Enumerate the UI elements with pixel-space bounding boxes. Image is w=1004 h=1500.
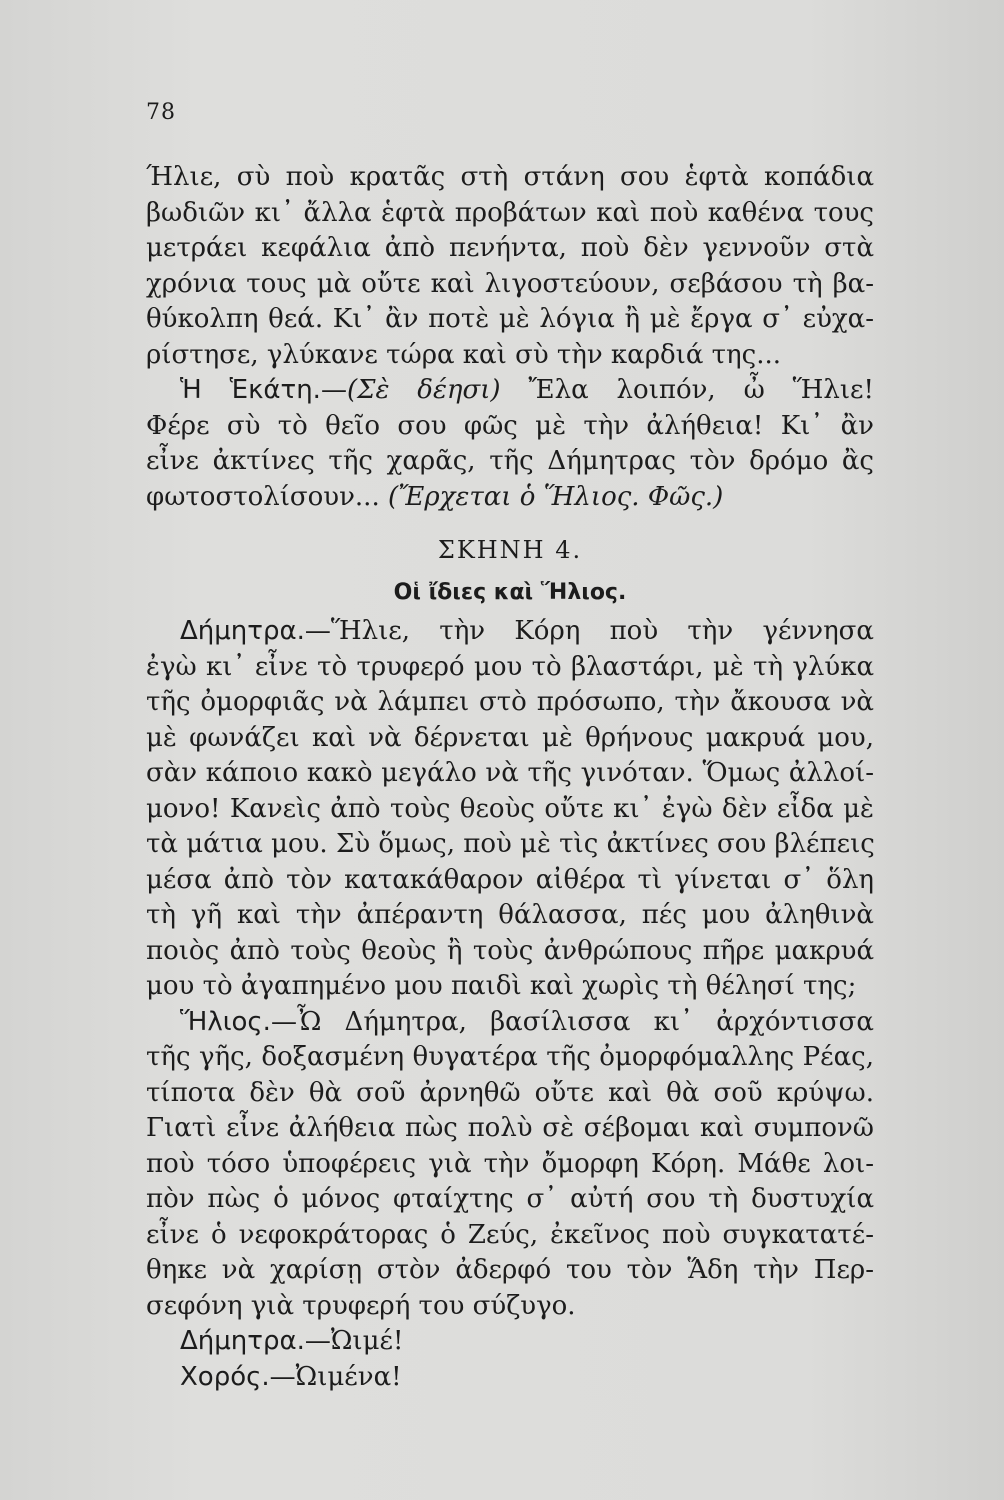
text-line [146,1360,874,1396]
text-line: μου τὸ ἀγαπημένο μου παιδὶ καὶ χωρὶς τὴ θέλησί της; [146,971,857,1001]
paragraph-demetra [146,614,874,1005]
text-line [146,614,874,650]
text-line: μετράει κεφάλια ἀπὸ πενήντα, ποὺ δὲν γεννοῦν στὰ [146,233,874,263]
speaker-demetra: Δήμητρα. [180,1326,305,1356]
text-line: ρίστησε, γλύκανε τώρα καὶ σὺ τὴν καρδιά της... [146,339,781,370]
page-number: 78 [146,100,176,125]
page-body [146,160,874,1395]
text-line: εἶνε ὁ νεφοκράτορας ὁ Ζεύς, ἐκεῖνος ποὺ συγκατατέ- [146,1219,874,1250]
text-line: μονο! Κανεὶς ἀπὸ τοὺς θεοὺς οὔτε κι᾽ ἐγὼ δὲν εἶδα μὲ [146,793,874,824]
text-line: τῆς γῆς, δοξασμένη θυγατέρα τῆς ὀμορφόμαλλης Ρέας, [146,1042,874,1072]
text-line: Ήλιε, σὺ ποὺ κρατᾶς στὴ στάνη σου ἑφτὰ κοπάδια [146,162,874,192]
text-line: σὰν κάποιο κακὸ μεγάλο νὰ τῆς γινόταν. Ὅμως ἀλλοί- [146,758,874,788]
text-line: τῆς ὀμορφιᾶς νὰ λάμπει στὸ πρόσωπο, τὴν ἄκουσα νὰ [146,687,874,717]
stage-direction: (Σὲ δέησι) [346,375,501,405]
text-line: ποιὸς ἀπὸ τοὺς θεοὺς ἢ τοὺς ἀνθρώπους πῆρε μακρυά [146,935,874,966]
dialogue-text: Ἔλα λοιπόν, ὦ Ἥλιε! [500,375,874,405]
stage-direction: (Ἔρχεται ὁ Ἥλιος. Φῶς.) [387,481,724,512]
paragraph-choros [146,1360,874,1396]
text-line: μὲ φωνάζει καὶ νὰ δέρνεται μὲ θρήνους μακρυά μου, [146,722,874,753]
text-line: εἶνε ἀκτίνες τῆς χαρᾶς, τῆς Δήμητρας τὸν δρόμο ἂς [146,446,874,476]
speaker-hekate: Ἡ Ἑκάτη. [180,375,321,405]
text-line: θύκολπη θεά. Κι᾽ ἂν ποτὲ μὲ λόγια ἢ μὲ ἔργα σ᾽ εὐχα- [146,304,874,334]
dash: — [320,375,347,405]
text-line: τὴ γῆ καὶ τὴν ἀπέραντη θάλασσα, πές μου ἀληθινὰ [146,900,874,930]
speaker-helios: Ἥλιος. [180,1006,271,1037]
text-line: σεφόνη γιὰ τρυφερή του σύζυγο. [146,1290,576,1321]
text-line [146,373,874,409]
text-line: τὰ μάτια μου. Σὺ ὅμως, ποὺ μὲ τὶς ἀκτίνες σου βλέπεις [146,829,875,859]
text-line: θηκε νὰ χαρίσῃ στὸν ἀδερφό του τὸν Ἅδη τὴν Περ- [146,1255,874,1285]
text-line [146,1005,874,1041]
text-line: μέσα ἀπὸ τὸν κατακάθαρον αἰθέρα τὶ γίνεται σ᾽ ὅλη [146,864,874,895]
text-line: Γιατὶ εἶνε ἀλήθεια πὼς πολὺ σὲ σέβομαι καὶ συμπονῶ [146,1113,874,1143]
dialogue-text: —Ὠιμέ! [304,1326,404,1356]
dialogue-text: —Ὦ Δήμητρα, βασίλισσα κι᾽ ἀρχόντισσα [270,1006,874,1037]
paragraph-helios [146,1005,874,1325]
scene-subtitle: Οἱ ἴδιες καὶ Ἥλιος. [393,579,627,605]
paragraph-demetra-exclaim [146,1324,874,1360]
text-line [146,1324,874,1360]
speaker-choros: Χορός. [180,1361,270,1392]
text-line: πὸν πὼς ὁ μόνος φταίχτης σ᾽ αὐτή σου τὴ δυστυχία [146,1184,874,1214]
text-line [146,480,874,516]
text-line: χρόνια τους μὰ οὔτε καὶ λιγοστεύουν, σεβάσου τὴ βα- [146,268,874,299]
dialogue-text: —Ἥλιε, τὴν Κόρη ποὺ τὴν γέννησα [304,616,874,646]
speaker-demetra: Δήμητρα. [180,616,305,646]
text-line: ἐγὼ κι᾽ εἶνε τὸ τρυφερό μου τὸ βλαστάρι, μὲ τὴ γλύκα [146,651,874,682]
text-line: ποὺ τόσο ὑποφέρεις γιὰ τὴν ὄμορφη Κόρη. Μάθε λοι- [146,1148,874,1179]
text-line: βωδιῶν κι᾽ ἄλλα ἑφτὰ προβάτων καὶ ποὺ καθένα τους [146,197,874,228]
paragraph-helios-invocation [146,160,874,373]
text-line: Φέρε σὺ τὸ θεῖο σου φῶς μὲ τὴν ἀλήθεια! Κι᾽ ἂν [146,410,874,441]
scene-title: ΣΚΗΝΗ 4. [437,536,583,564]
paragraph-hekate [146,373,874,515]
dialogue-text: φωτοστολίσουν... [146,481,388,512]
dialogue-text: —Ὠιμένα! [269,1361,402,1392]
text-line: τίποτα δὲν θὰ σοῦ ἀρνηθῶ οὔτε καὶ θὰ σοῦ κρύψω. [146,1077,874,1108]
